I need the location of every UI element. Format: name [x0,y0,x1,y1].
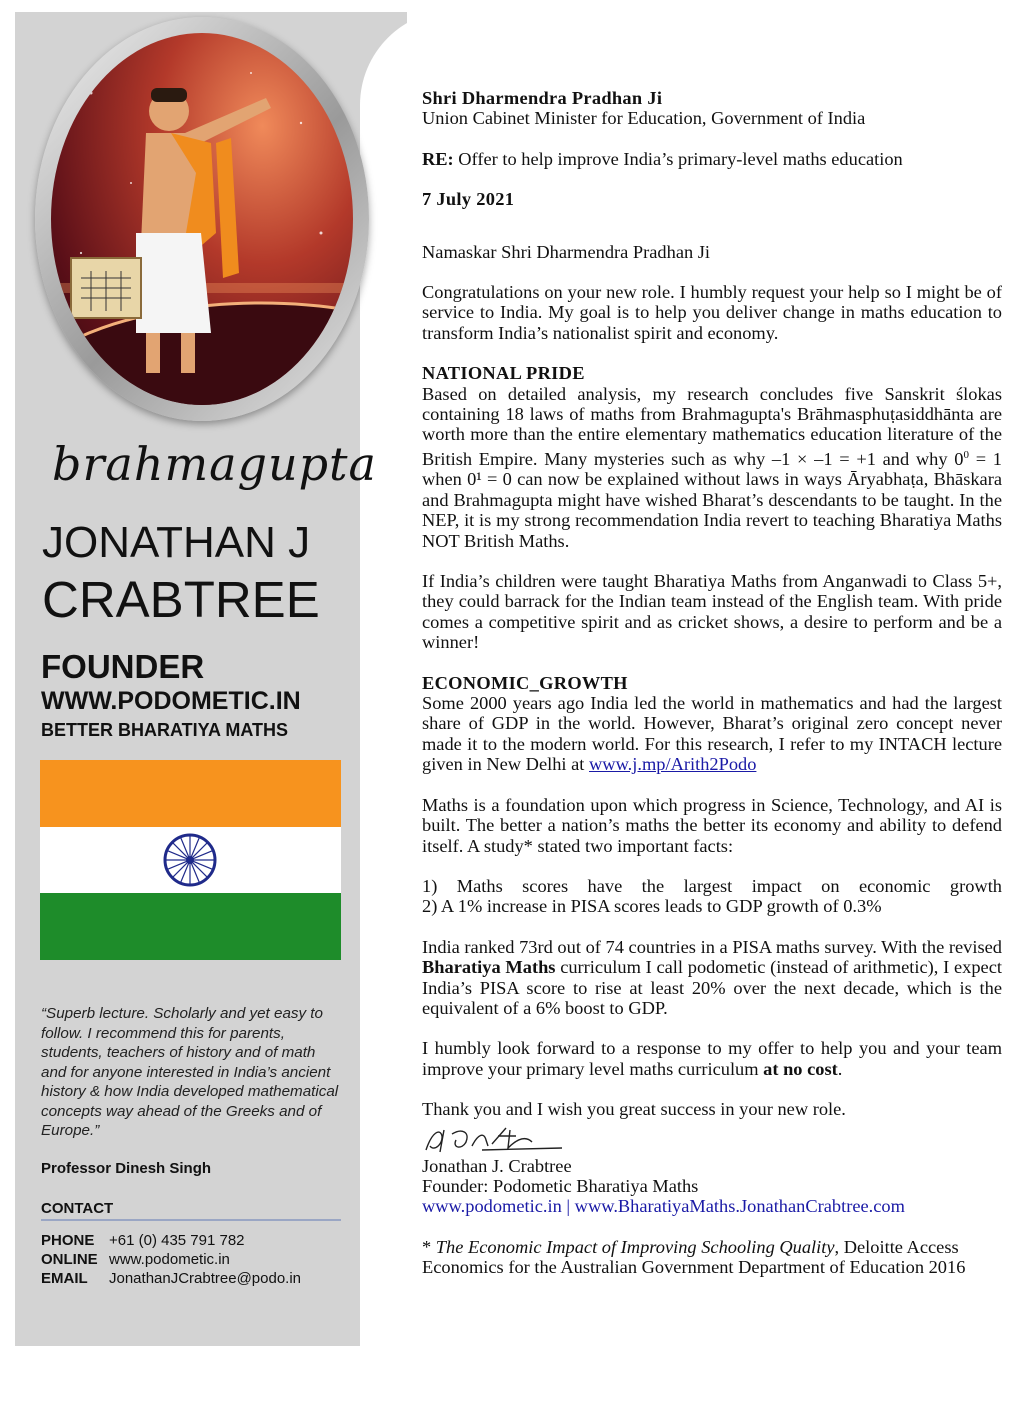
signature-image [422,1124,1002,1156]
flag-white-band [40,827,341,894]
signatory-links [422,1196,1002,1216]
contact-label: PHONE [41,1232,95,1249]
podometic-link[interactable]: www.podometic.in [422,1196,562,1217]
india-flag [40,760,341,960]
np-text-a: Based on detailed analysis, my research concludes five Sanskrit ślokas containing 18 laws of maths from Brahmagupta's Brāhmasphuṭasiddhānta are worth more than the entire elementary mathematics education literature of the British Empire. Many mysteries such as why –1 × –1 = +1 and why 0 [422,383,1002,469]
footnote-title: The Economic Impact of Improving Schooling Quality [435,1236,835,1257]
section-heading-national-pride: NATIONAL PRIDE [422,363,585,384]
eg-text: Some 2000 years ago India led the world in mathematics and had the largest share of GDP in the world. However, Bharat’s original zero concept never made it to the modern world. For this research, I refer to my INTACH lecture given in New Delhi at [422,693,1002,775]
offer-bold: at no cost [763,1058,838,1079]
closing-line: Thank you and I wish you great success in your new role. [422,1099,846,1120]
brahmagupta-portrait [51,33,353,405]
offer-text-b: . [837,1058,843,1079]
letter-date: 7 July 2021 [422,189,515,210]
contact-value: +61 (0) 435 791 782 [109,1232,245,1249]
footnote-star: * [422,1236,436,1257]
signatory-name: Jonathan J. Crabtree [422,1155,572,1176]
portrait-illustration [51,33,353,405]
contact-value[interactable]: www.podometic.in [109,1251,230,1268]
author-name-line2: CRABTREE [42,571,320,628]
contact-online [41,1251,230,1268]
subject-line [422,149,1002,169]
intro-paragraph: Congratulations on your new role. I humbly request your help so I might be of service to India. My goal is to help you deliver change in maths education to transform India’s nationalist spirit and economy. [422,282,1002,343]
bharatiya-maths-link[interactable]: www.BharatiyaMaths.JonathanCrabtree.com [574,1196,905,1217]
recipient-title: Union Cabinet Minister for Education, Government of India [422,108,866,129]
author-name-line1: JONATHAN J [42,518,311,567]
contact-label: EMAIL [41,1270,88,1287]
contact-phone [41,1232,245,1249]
np-superscript: 0 [963,448,969,461]
pisa-bold: Bharatiya Maths [422,957,556,978]
contact-value[interactable]: JonathanJCrabtree@podo.in [109,1270,302,1287]
subject-label: RE: [422,148,454,169]
offer-paragraph [422,1038,1002,1079]
recipient-name: Shri Dharmendra Pradhan Ji [422,88,663,108]
signatory-title: Founder: Podometic Bharatiya Maths [422,1175,699,1196]
foundation-paragraph: Maths is a foundation upon which progress in Science, Technology, and AI is built. The better a nation’s maths the better its economy and ability to defend itself. A study* stated two important facts: [422,794,1002,856]
economic-growth-paragraph [422,693,1002,775]
signature-icon [422,1124,572,1156]
np-text-b: = 1 when 0¹ = 0 can now be explained without laws in ways Āryabhaṭa, Bhāskara and Brahmagupta might have wished Bharat’s descendants to be taught. In the NEP, it is my strong recommendation India revert to teaching Bharatiya Maths NOT British Maths. [422,449,1002,551]
brahmagupta-portrait-medallion [35,17,369,421]
fact-2: 2) A 1% increase in PISA scores leads to GDP growth of 0.3% [422,896,882,917]
footnote-rest: , Deloitte Access Economics for the Australian Government Department of Education 2016 [422,1236,966,1278]
author-website: WWW.PODOMETIC.IN [41,687,301,715]
contact-label: ONLINE [41,1251,98,1268]
salutation: Namaskar Shri Dharmendra Pradhan Ji [422,241,711,262]
author-tagline: BETTER BHARATIYA MATHS [41,720,288,740]
pisa-paragraph [422,937,1002,1019]
offer-text-a: I humbly look forward to a response to my offer to help you and your team improve your primary level maths curriculum [422,1038,1002,1079]
flag-saffron-band [40,760,341,827]
children-paragraph: If India’s children were taught Bharatiya Maths from Anganwadi to Class 5+, they could barrack for the Indian team instead of the English team. With pride comes a competitive spirit and as cricket shows, a desire to perform and be a winner! [422,571,1002,653]
footnote [422,1237,1002,1278]
pisa-text-a: India ranked 73rd out of 74 countries in a PISA maths survey. With the revised [422,936,1002,957]
national-pride-paragraph [422,384,1002,551]
testimonial-quote: “Superb lecture. Scholarly and yet easy to follow. I recommend this for parents, students, teachers of history and of math and for anyone interested in India’s ancient history & how India developed mathematical concepts way ahead of the Greeks and of Europe.” [41,1005,339,1139]
intach-lecture-link[interactable]: www.j.mp/Arith2Podo [589,754,757,775]
author-role: FOUNDER [41,648,205,685]
testimonial-author: Professor Dinesh Singh [41,1160,212,1177]
subject-text: Offer to help improve India’s primary-level maths education [458,148,903,169]
brahmagupta-logo: brahmagupta [52,437,377,491]
section-heading-economic-growth: ECONOMIC_GROWTH [422,672,628,693]
link-separator: | [561,1196,575,1217]
pisa-text-b: curriculum I call podometic (instead of arithmetic), I expect India’s PISA score to rise at least 20% over the next decade, which is the equivalent of a 6% boost to GDP. [422,957,1002,1018]
contact-email [41,1270,301,1287]
ashoka-chakra-icon [162,832,218,888]
flag-green-band [40,893,341,960]
contact-heading: CONTACT [41,1200,114,1217]
letter-body [422,88,1002,1278]
fact-1: 1) Maths scores have the largest impact on economic growth [422,875,1002,896]
contact-divider [41,1219,341,1221]
